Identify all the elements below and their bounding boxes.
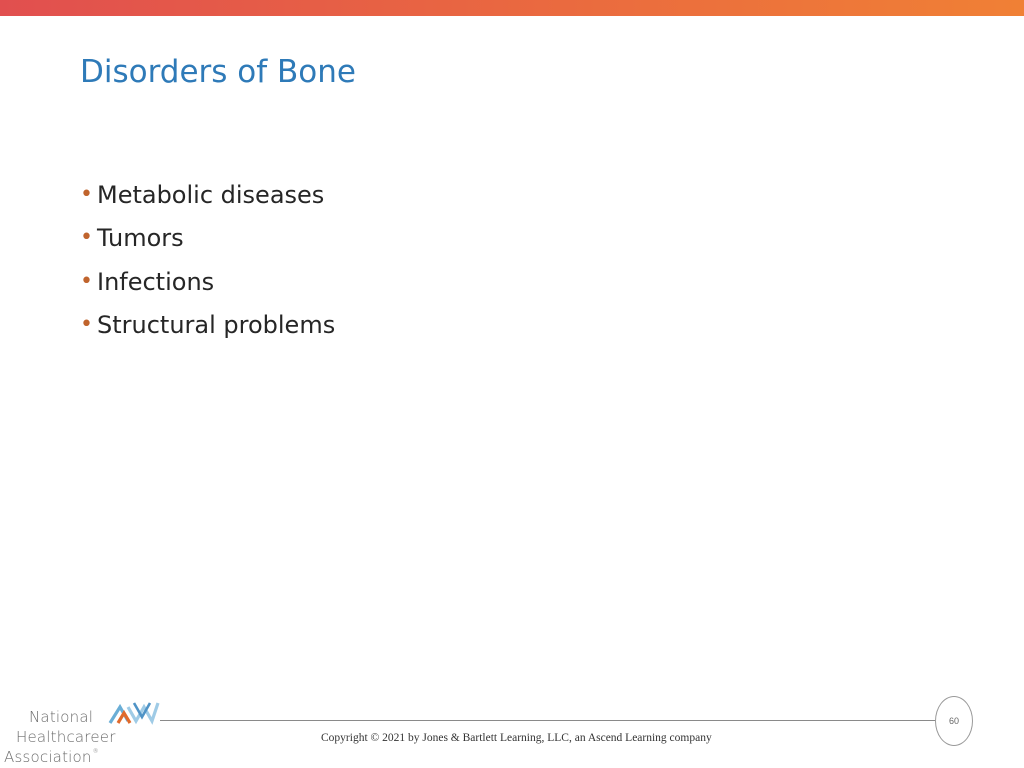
bullet-item xyxy=(80,304,335,348)
bullet-dot-icon: • xyxy=(80,312,93,338)
bullet-text: Metabolic diseases xyxy=(96,180,325,209)
nha-logo xyxy=(0,696,165,766)
nha-logo-icon xyxy=(108,699,160,725)
bullet-dot-icon: • xyxy=(80,181,93,207)
copyright-notice: Copyright © 2021 by Jones & Bartlett Learning, LLC, an Ascend Learning company xyxy=(321,732,712,744)
bullet-item xyxy=(80,217,335,261)
footer-divider xyxy=(160,720,935,721)
bullet-text: Tumors xyxy=(96,224,184,253)
logo-text-line3 xyxy=(4,748,99,766)
bullet-text: Structural problems xyxy=(96,311,336,340)
logo-text-association: Association xyxy=(4,748,92,766)
page-number: 60 xyxy=(948,716,959,726)
bullet-item xyxy=(80,173,335,217)
registered-mark: ® xyxy=(92,748,99,755)
bullet-dot-icon: • xyxy=(80,268,93,294)
logo-text-line2: Healthcareer xyxy=(16,728,116,746)
logo-text-line1: National xyxy=(29,708,94,726)
bullet-text: Infections xyxy=(96,267,215,296)
bullet-dot-icon: • xyxy=(80,225,93,251)
page-number-badge xyxy=(935,696,973,746)
bullet-item xyxy=(80,260,335,304)
slide-title: Disorders of Bone xyxy=(80,54,356,90)
bullet-list xyxy=(80,173,335,347)
top-accent-bar xyxy=(0,0,1024,16)
